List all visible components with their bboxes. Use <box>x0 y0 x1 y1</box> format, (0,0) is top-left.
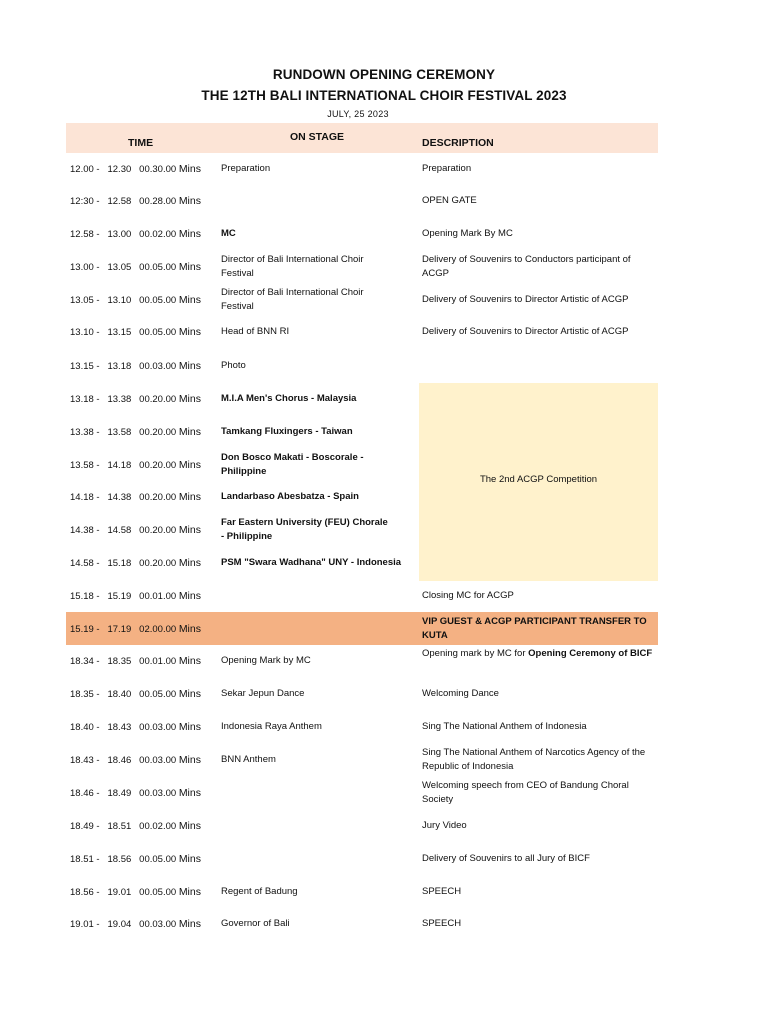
row-time: 12:30 - 12.58 00.28.00 Mins <box>70 195 201 207</box>
row-description: VIP GUEST & ACGP PARTICIPANT TRANSFER TO KUTA <box>422 616 647 641</box>
row-description: Delivery of Souvenirs to Director Artistic of ACGP <box>422 294 629 305</box>
row-description: Welcoming speech from CEO of Bandung Choral Society <box>422 780 629 805</box>
row-stage: Far Eastern University (FEU) Chorale - Philippine <box>221 517 388 542</box>
table-header <box>66 123 658 153</box>
row-time: 18.46 - 18.49 00.03.00 Mins <box>70 787 201 799</box>
header-time: TIME <box>128 137 154 149</box>
row-stage: Opening Mark by MC <box>221 655 311 666</box>
row-stage: Governor of Bali <box>221 918 290 929</box>
row-stage: Sekar Jepun Dance <box>221 688 305 699</box>
row-stage: Photo <box>221 360 246 371</box>
row-time: 14.18 - 14.38 00.20.00 Mins <box>70 491 201 503</box>
row-time: 14.38 - 14.58 00.20.00 Mins <box>70 524 201 536</box>
row-stage: Director of Bali International Choir Festival <box>221 287 364 312</box>
row-stage: Indonesia Raya Anthem <box>221 721 322 732</box>
header-on-stage: ON STAGE <box>290 131 345 143</box>
row-description: Jury Video <box>422 820 467 831</box>
row-description: Preparation <box>422 163 472 174</box>
row-time: 13.00 - 13.05 00.05.00 Mins <box>70 261 201 273</box>
row-description: Delivery of Souvenirs to all Jury of BICF <box>422 853 590 864</box>
competition-label: The 2nd ACGP Competition <box>479 474 598 485</box>
event-date: JULY, 25 2023 <box>327 109 389 119</box>
row-time: 15.19 - 17.19 02.00.00 Mins <box>70 623 201 635</box>
row-time: 13.38 - 13.58 00.20.00 Mins <box>70 426 201 438</box>
row-time: 13.18 - 13.38 00.20.00 Mins <box>70 393 201 405</box>
row-description: OPEN GATE <box>422 195 477 206</box>
row-description: SPEECH <box>422 886 462 897</box>
row-stage: BNN Anthem <box>221 754 276 765</box>
row-time: 13.58 - 14.18 00.20.00 Mins <box>70 459 201 471</box>
row-stage: Regent of Badung <box>221 886 298 897</box>
row-time: 15.18 - 15.19 00.01.00 Mins <box>70 590 201 602</box>
row-stage: Tamkang Fluxingers - Taiwan <box>221 426 353 437</box>
row-time: 18.49 - 18.51 00.02.00 Mins <box>70 820 201 832</box>
row-description: Delivery of Souvenirs to Conductors participant of ACGP <box>422 254 631 279</box>
title-line-2: THE 12TH BALI INTERNATIONAL CHOIR FESTIVAL 2023 <box>201 88 567 103</box>
row-description: Sing The National Anthem of Indonesia <box>422 721 587 732</box>
row-time: 12.58 - 13.00 00.02.00 Mins <box>70 228 201 240</box>
row-description: Delivery of Souvenirs to Director Artistic of ACGP <box>422 326 629 337</box>
row-stage: Preparation <box>221 163 271 174</box>
row-time: 18.34 - 18.35 00.01.00 Mins <box>70 655 201 667</box>
title-line-1: RUNDOWN OPENING CEREMONY <box>272 67 496 82</box>
row-description: SPEECH <box>422 918 462 929</box>
header-description: DESCRIPTION <box>422 137 494 149</box>
row-time: 19.01 - 19.04 00.03.00 Mins <box>70 918 201 930</box>
row-time: 18.40 - 18.43 00.03.00 Mins <box>70 721 201 733</box>
row-time: 13.10 - 13.15 00.05.00 Mins <box>70 326 201 338</box>
row-stage: Don Bosco Makati - Boscorale - Philippine <box>221 452 364 477</box>
row-stage: Landarbaso Abesbatza - Spain <box>221 491 359 502</box>
row-time: 18.56 - 19.01 00.05.00 Mins <box>70 886 201 898</box>
row-stage: Head of BNN RI <box>221 326 290 337</box>
row-time: 13.05 - 13.10 00.05.00 Mins <box>70 294 201 306</box>
row-time: 13.15 - 13.18 00.03.00 Mins <box>70 360 201 372</box>
row-description: Closing MC for ACGP <box>422 590 514 601</box>
row-time: 18.35 - 18.40 00.05.00 Mins <box>70 688 201 700</box>
row-time: 18.43 - 18.46 00.03.00 Mins <box>70 754 201 766</box>
row-stage: MC <box>221 228 236 239</box>
row-time: 12.00 - 12.30 00.30.00 Mins <box>70 163 201 175</box>
row-description: Opening Mark By MC <box>422 228 513 239</box>
row-description: Opening mark by MC for Opening Ceremony of BICF <box>422 648 653 659</box>
row-stage: PSM "Swara Wadhana" UNY - Indonesia <box>221 557 402 568</box>
row-time: 18.51 - 18.56 00.05.00 Mins <box>70 853 201 865</box>
row-time: 14.58 - 15.18 00.20.00 Mins <box>70 557 201 569</box>
row-stage: M.I.A Men's Chorus - Malaysia <box>221 393 357 404</box>
competition-block <box>419 383 658 581</box>
row-description: Sing The National Anthem of Narcotics Agency of the Republic of Indonesia <box>422 747 646 772</box>
row-stage: Director of Bali International Choir Festival <box>221 254 364 279</box>
row-description: Welcoming Dance <box>422 688 499 699</box>
